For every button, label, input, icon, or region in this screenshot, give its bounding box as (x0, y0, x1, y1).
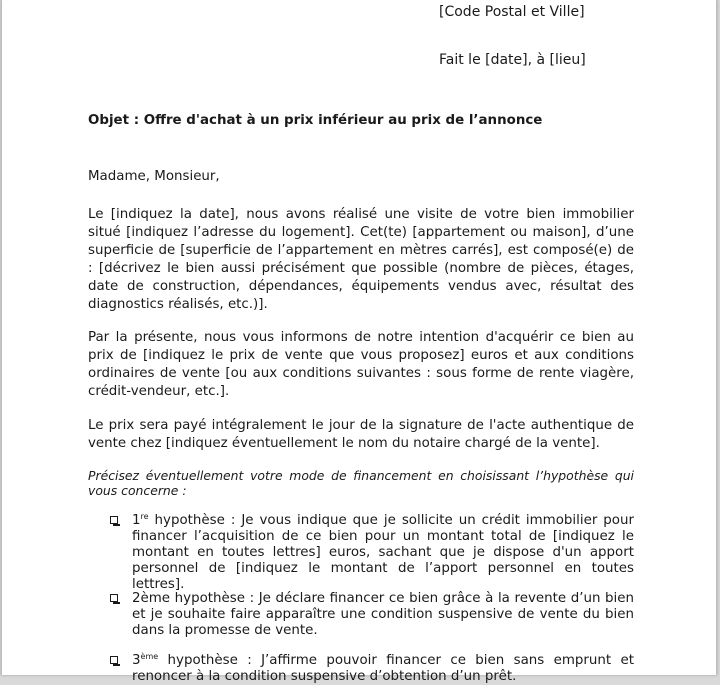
paragraph-text: Le [indiquez la date], nous avons réalisé une visite de votre bien immobilier situé [indiquez l’adresse du logement]. Cet(te) [appartement ou maison], d’une superficie de [superficie de l’appartement en mètres carrés], est composé(e) de : [décrivez le bien aussi précisément que possible (nombre de pièces, étages, date de construction, dépendances, équipements vendus avec, résultat des diagnostics réalisés, etc.)]. (88, 207, 634, 312)
paragraph-text: Par la présente, nous vous informons de notre intention d'acquérir ce bien au prix de [indiquez le prix de vente que vous proposez] euros et aux conditions ordinaires de vente [ou aux conditions suivantes : sous forme de rente viagère, crédit-vendeur, etc.]. (88, 330, 634, 399)
hypothesis-text: 3ème hypothèse : J’affirme pouvoir financer ce bien sans emprunt et renoncer à la condition suspensive d’obtention d’un prêt. (132, 652, 634, 684)
date-place-line: Fait le [date], à [lieu] (439, 52, 586, 68)
hypothesis-item (110, 591, 634, 639)
address-line: [Code Postal et Ville] (439, 4, 585, 20)
checkbox-bullet-icon (110, 516, 118, 524)
hypothesis-item (110, 513, 634, 593)
salutation (88, 168, 634, 186)
financing-instruction (88, 468, 634, 498)
paragraph-text: Le prix sera payé intégralement le jour de la signature de l'acte authentique de vente chez [indiquez éventuellement le nom du notaire chargé de la vente]. (88, 418, 634, 451)
salutation-text: Madame, Monsieur, (88, 169, 220, 184)
paragraph-visit (88, 206, 634, 314)
paragraph-payment (88, 417, 634, 453)
hypothesis-item (110, 653, 634, 685)
checkbox-bullet-icon (110, 594, 118, 602)
subject-line: Objet : Offre d'achat à un prix inférieur au prix de l’annonce (88, 113, 543, 128)
hypothesis-text: 1re hypothèse : Je vous indique que je sollicite un crédit immobilier pour financer l’acquisition de ce bien pour un montant total de [indiquez le montant en toutes lettres] euros, sachant que je dispose d'un apport personnel de [indiquez le montant de l’apport personnel en toutes lettres]. (132, 512, 634, 592)
paragraph-intention (88, 329, 634, 401)
checkbox-bullet-icon (110, 656, 118, 664)
instruction-text: Précisez éventuellement votre mode de financement en choisissant l’hypothèse qui vous concerne : (88, 468, 634, 498)
document-page (1, 0, 717, 684)
hypothesis-text: 2ème hypothèse : Je déclare financer ce bien grâce à la revente d’un bien et je souhaite faire apparaître une condition suspensive de vente du bien dans la promesse de vente. (132, 591, 634, 638)
